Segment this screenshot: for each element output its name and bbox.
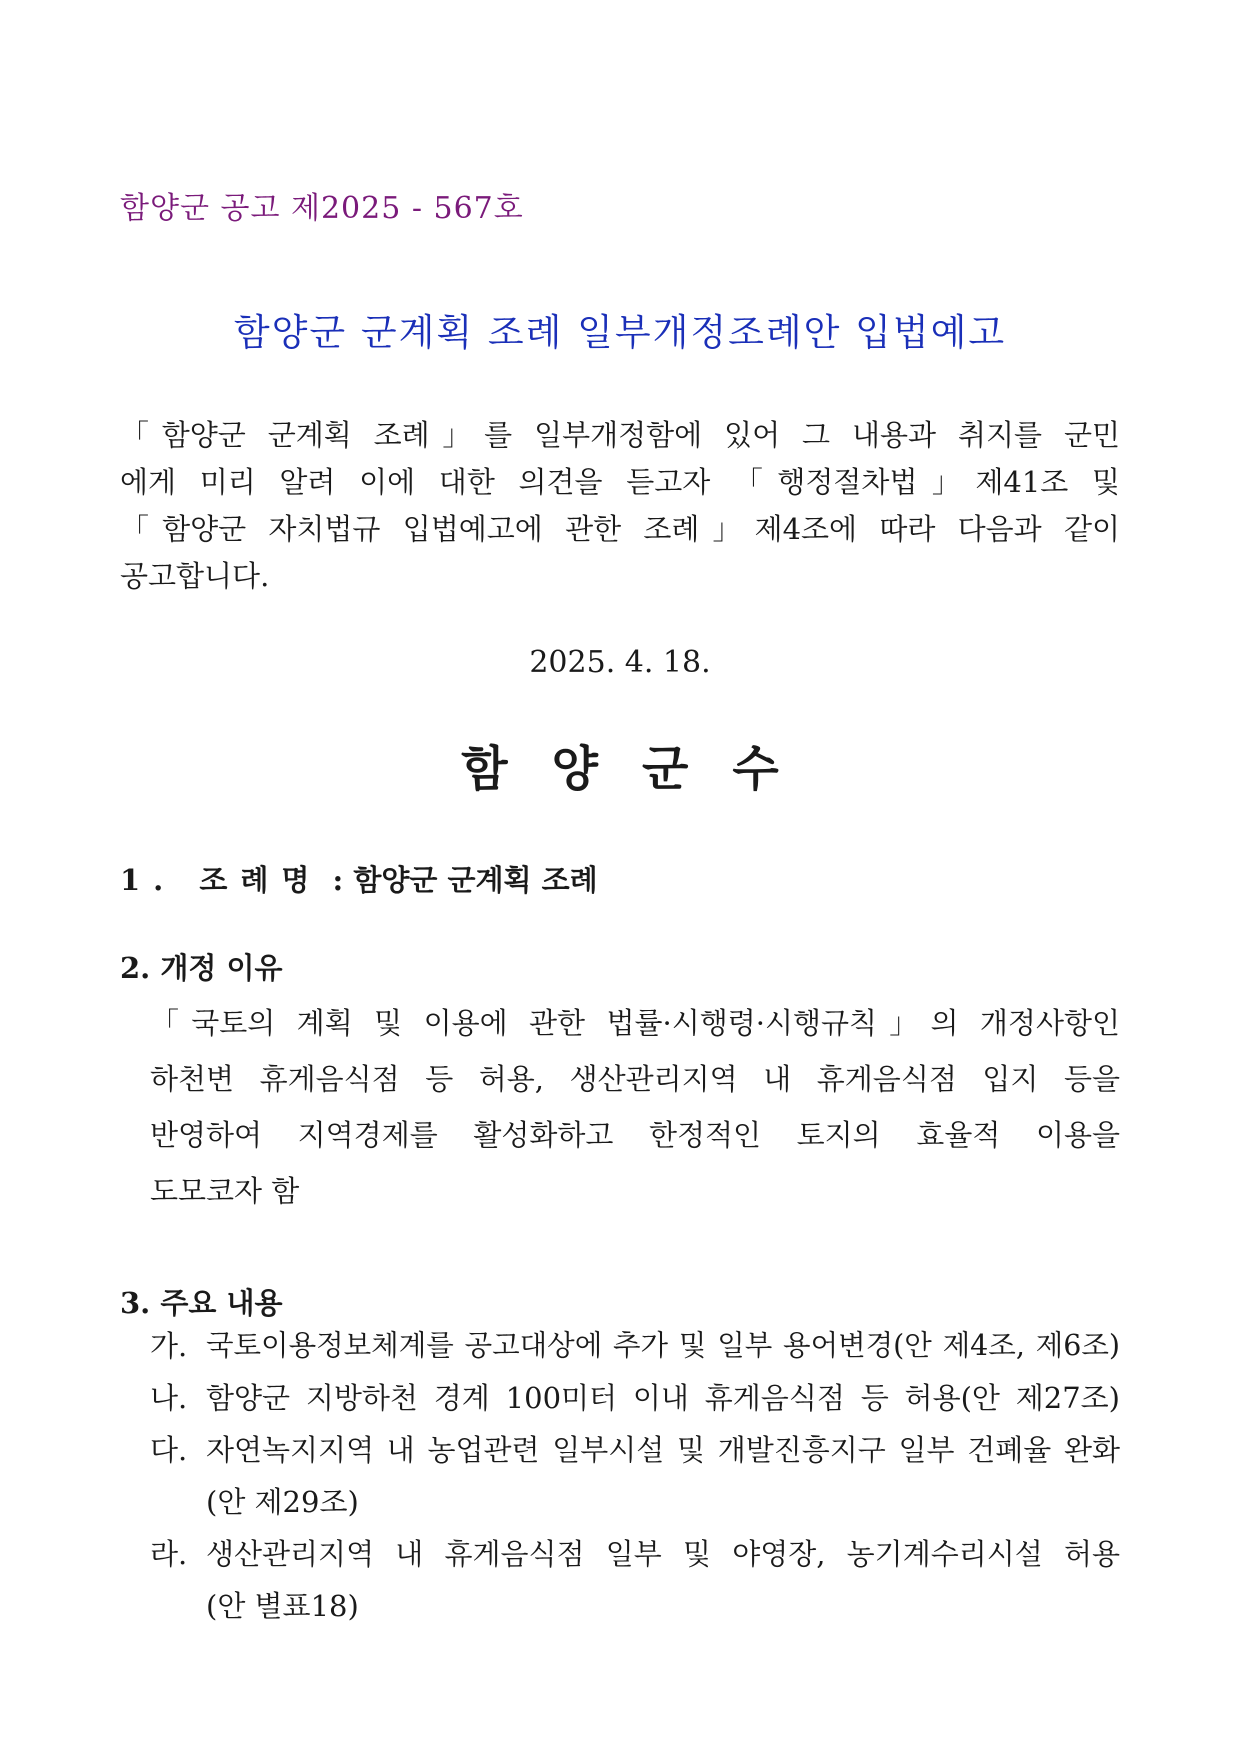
intro-line: 「함양군 자치법규 입법예고에 관한 조례」제4조에 따라 다음과 같이 <box>120 512 1120 546</box>
list-item-text: 자연녹지지역 내 농업관련 일부시설 및 개발진흥지구 일부 건폐율 완화 <box>206 1433 1120 1467</box>
list-item <box>150 1528 1120 1632</box>
list-item-text: (안 별표18) <box>206 1589 359 1623</box>
reason-line: 도모코자 함 <box>150 1174 300 1208</box>
intro-line: 공고합니다. <box>120 559 270 593</box>
intro-line: 「함양군 군계획 조례」를 일부개정함에 있어 그 내용과 취지를 군민 <box>120 418 1120 452</box>
reason-line: 「국토의 계획 및 이용에 관한 법률·시행령·시행규칙」의 개정사항인 <box>150 1006 1120 1040</box>
list-item-text: (안 제29조) <box>206 1485 359 1519</box>
reason-line: 하천변 휴게음식점 등 허용, 생산관리지역 내 휴게음식점 입지 등을 <box>150 1062 1120 1096</box>
list-item-text: 국토이용정보체계를 공고대상에 추가 및 일부 용어변경(안 제4조, 제6조) <box>206 1329 1120 1362</box>
issuer-name: 함양군수 <box>461 741 823 797</box>
section-heading-reason: 2. 개정 이유 <box>120 951 283 985</box>
list-item-marker: 라. <box>150 1537 188 1571</box>
list-item-marker: 나. <box>150 1381 188 1415</box>
list-item <box>150 1320 1120 1372</box>
section-heading-main-content: 3. 주요 내용 <box>120 1286 283 1320</box>
section-label: 1. 조례명 <box>120 863 323 897</box>
section-separator: : <box>322 863 354 897</box>
section-value: 함양군 군계획 조례 <box>353 863 598 897</box>
reason-paragraph <box>150 995 1120 1219</box>
notice-number: 함양군 공고 제2025 - 567호 <box>120 191 524 226</box>
notice-date: 2025. 4. 18. <box>529 645 711 680</box>
list-item-text: 생산관리지역 내 휴게음식점 일부 및 야영장, 농기계수리시설 허용 <box>206 1537 1120 1571</box>
reason-line: 반영하여 지역경제를 활성화하고 한정적인 토지의 효율적 이용을 <box>150 1118 1120 1152</box>
main-content-list <box>150 1320 1120 1632</box>
intro-line: 에게 미리 알려 이에 대한 의견을 듣고자 「행정절차법」제41조 및 <box>120 465 1120 499</box>
page-title: 함양군 군계획 조례 일부개정조례안 입법예고 <box>233 311 1007 354</box>
list-item-text: 함양군 지방하천 경계 100미터 이내 휴게음식점 등 허용(안 제27조) <box>206 1381 1120 1415</box>
list-item <box>150 1424 1120 1528</box>
list-item <box>150 1372 1120 1424</box>
list-item-marker: 가. <box>150 1329 188 1363</box>
list-item-marker: 다. <box>150 1433 188 1467</box>
section-ordinance-name <box>120 858 598 899</box>
intro-paragraph <box>120 412 1120 600</box>
